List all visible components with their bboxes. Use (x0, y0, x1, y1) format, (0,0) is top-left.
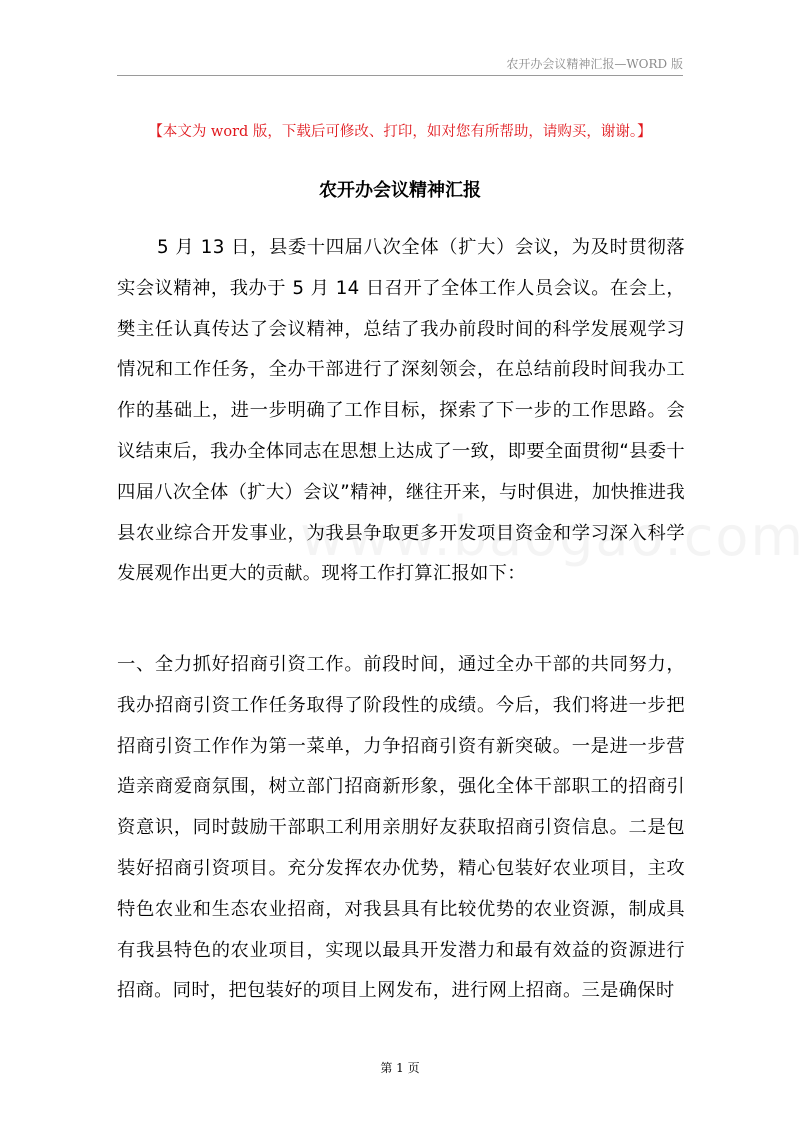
download-notice: 【本文为 word 版，下载后可修改、打印，如对您有所帮助，请购买，谢谢。】 (148, 124, 652, 140)
running-header: 农开办会议精神汇报—WORD 版 (506, 57, 683, 71)
paragraph-intro: 5 月 13 日，县委十四届八次全体（扩大）会议，为及时贯彻落实会议精神，我办于 5 月 14 日召开了全体工作人员会议。在会上，樊主任认真传达了会议精神，总结了我办前段时间的科学发展观学习情况和工作任务，全办干部进行了深刻领会，在总结前段时间我办工作的基础上，进一步明确了工作目标，探索了下一步的工作思路。会议结束后，我办全体同志在思想上达成了一致，即要全面贯彻“县委十四届八次全体（扩大）会议”精神，继往开来，与时俱进，加快推进我县农业综合开发事业，为我县争取更多开发项目资金和学习深入科学发展观作出更大的贡献。现将工作打算汇报如下： (117, 237, 685, 585)
page-number: 第 1 页 (380, 1061, 420, 1075)
paragraph-section-1: 一、全力抓好招商引资工作。前段时间，通过全办干部的共同努力，我办招商引资工作任务取得了阶段性的成绩。今后，我们将进一步把招商引资工作作为第一菜单，力争招商引资有新突破。一是进一步营造亲商爱商氛围，树立部门招商新形象，强化全体干部职工的招商引资意识，同时鼓励干部职工利用亲朋好友获取招商引资信息。二是包装好招商引资项目。充分发挥农办优势，精心包装好农业项目，主攻特色农业和生态农业招商，对我县具有比较优势的农业资源，制成具有我县特色的农业项目，实现以最具开发潜力和最有效益的资源进行招商。同时，把包装好的项目上网发布，进行网上招商。三是确保时 (117, 654, 685, 1002)
document-title: 农开办会议精神汇报 (319, 180, 481, 201)
header-divider (117, 75, 683, 76)
